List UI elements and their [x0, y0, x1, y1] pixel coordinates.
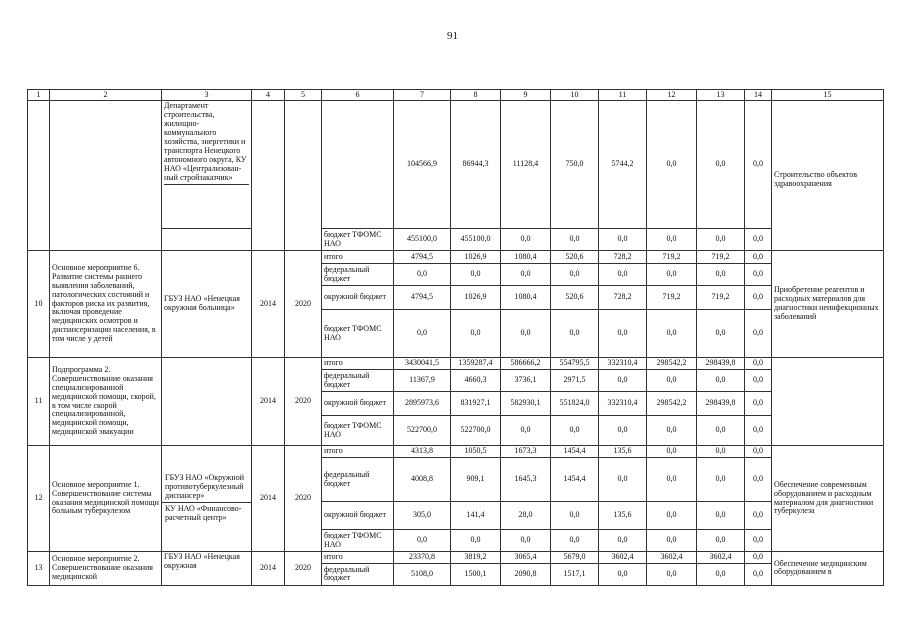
value-cell: 3430041,5	[394, 358, 451, 370]
value-cell: 0,0	[647, 530, 697, 552]
value-cell: 0,0	[599, 229, 647, 251]
value-cell: 135,6	[599, 502, 647, 530]
end-year: 2020	[285, 251, 322, 358]
value-cell: 1500,1	[451, 563, 501, 585]
responsible-executor: Департамент строительства, жилищно-коммунального хозяйства, энергетики и транспорта Ненецкого автономного округа, КУ НАО «Централизован-ный стройзаказчик»	[162, 101, 252, 229]
value-cell: 0,0	[745, 416, 772, 446]
col-header: 2	[50, 90, 162, 101]
funding-source: окружной бюджет	[322, 502, 394, 530]
value-cell: 0,0	[647, 563, 697, 585]
value-cell: 1050,5	[451, 446, 501, 458]
page-number: 91	[447, 30, 458, 42]
funding-source	[322, 101, 394, 229]
value-cell: 0,0	[501, 264, 551, 286]
value-cell: 0,0	[551, 530, 599, 552]
value-cell: 0,0	[599, 458, 647, 502]
value-cell: 750,0	[551, 101, 599, 229]
value-cell: 1026,9	[451, 251, 501, 264]
value-cell: 0,0	[745, 552, 772, 564]
responsible-executor: ГБУЗ НАО «Окружной противотуберкулезный диспансер»	[162, 472, 251, 504]
start-year: 2014	[252, 446, 285, 552]
expected-result	[772, 358, 884, 446]
value-cell: 2971,5	[551, 370, 599, 392]
value-cell: 0,0	[451, 530, 501, 552]
col-header: 14	[745, 90, 772, 101]
col-header: 9	[501, 90, 551, 101]
value-cell: 2090,8	[501, 563, 551, 585]
measure-description: Основное мероприятие 1. Совершенствование системы оказания медицинской помощи больным туберкулезом	[50, 446, 162, 552]
responsible-executor: КУ НАО «Финансово-расчетный центр»	[165, 504, 242, 523]
value-cell: 3819,2	[451, 552, 501, 564]
value-cell: 831927,1	[451, 392, 501, 416]
value-cell: 0,0	[745, 446, 772, 458]
col-header: 15	[772, 90, 884, 101]
responsible-executor: ГБУЗ НАО «Ненецкая окружная больница»	[162, 251, 252, 358]
value-cell: 455100,0	[451, 229, 501, 251]
value-cell: 0,0	[697, 416, 745, 446]
col-header: 6	[322, 90, 394, 101]
funding-source: итого	[322, 552, 394, 564]
end-year: 2020	[285, 358, 322, 446]
value-cell: 141,4	[451, 502, 501, 530]
value-cell: 0,0	[551, 416, 599, 446]
value-cell: 554795,5	[551, 358, 599, 370]
funding-source: итого	[322, 446, 394, 458]
value-cell: 298542,2	[647, 358, 697, 370]
value-cell: 0,0	[697, 502, 745, 530]
row-number: 13	[28, 552, 50, 586]
value-cell: 0,0	[394, 530, 451, 552]
value-cell: 0,0	[647, 458, 697, 502]
value-cell: 0,0	[647, 370, 697, 392]
value-cell: 0,0	[745, 392, 772, 416]
value-cell: 909,1	[451, 458, 501, 502]
value-cell: 1517,1	[551, 563, 599, 585]
value-cell: 11367,9	[394, 370, 451, 392]
value-cell: 0,0	[451, 310, 501, 358]
value-cell: 0,0	[599, 416, 647, 446]
value-cell: 332310,4	[599, 392, 647, 416]
value-cell: 332310,4	[599, 358, 647, 370]
responsible-executor	[162, 358, 252, 446]
value-cell: 0,0	[745, 229, 772, 251]
value-cell: 522700,0	[451, 416, 501, 446]
value-cell: 0,0	[599, 370, 647, 392]
value-cell: 1454,4	[551, 446, 599, 458]
col-header: 4	[252, 90, 285, 101]
end-year: 2020	[285, 446, 322, 552]
value-cell: 0,0	[745, 563, 772, 585]
funding-source: федеральный бюджет	[322, 370, 394, 392]
value-cell: 0,0	[697, 530, 745, 552]
value-cell: 1454,4	[551, 458, 599, 502]
value-cell: 3602,4	[647, 552, 697, 564]
value-cell: 719,2	[697, 286, 745, 310]
value-cell: 1645,3	[501, 458, 551, 502]
value-cell: 0,0	[745, 286, 772, 310]
value-cell: 0,0	[745, 502, 772, 530]
expected-result: Приобретение реагентов и расходных материалов для диагностики неинфекционных заболеваний	[772, 251, 884, 358]
col-header: 13	[697, 90, 745, 101]
value-cell: 0,0	[647, 310, 697, 358]
value-cell: 0,0	[745, 264, 772, 286]
start-year	[252, 101, 285, 251]
value-cell: 586666,2	[501, 358, 551, 370]
row-number: 12	[28, 446, 50, 552]
value-cell: 455100,0	[394, 229, 451, 251]
funding-source: бюджет ТФОМС НАО	[322, 530, 394, 552]
value-cell: 0,0	[745, 101, 772, 229]
value-cell: 0,0	[697, 101, 745, 229]
col-header: 10	[551, 90, 599, 101]
row-number: 11	[28, 358, 50, 446]
value-cell: 104566,9	[394, 101, 451, 229]
value-cell: 0,0	[697, 310, 745, 358]
value-cell: 11128,4	[501, 101, 551, 229]
measure-description	[50, 101, 162, 251]
value-cell: 1080,4	[501, 251, 551, 264]
value-cell: 0,0	[697, 458, 745, 502]
value-cell: 0,0	[647, 502, 697, 530]
value-cell: 305,0	[394, 502, 451, 530]
value-cell: 3602,4	[599, 552, 647, 564]
row-number	[28, 101, 50, 251]
value-cell: 0,0	[745, 251, 772, 264]
col-header: 3	[162, 90, 252, 101]
value-cell: 719,2	[647, 251, 697, 264]
expected-result: Обеспечение медицинским оборудованием в	[772, 552, 884, 586]
value-cell: 3602,4	[697, 552, 745, 564]
value-cell: 0,0	[647, 264, 697, 286]
value-cell: 0,0	[697, 229, 745, 251]
funding-source: федеральный бюджет	[322, 458, 394, 502]
value-cell: 4008,8	[394, 458, 451, 502]
value-cell: 1673,3	[501, 446, 551, 458]
value-cell: 0,0	[394, 264, 451, 286]
value-cell: 0,0	[647, 416, 697, 446]
value-cell: 551824,0	[551, 392, 599, 416]
value-cell: 1026,9	[451, 286, 501, 310]
table-row	[28, 251, 884, 264]
responsible-executors	[162, 446, 252, 552]
value-cell: 4313,8	[394, 446, 451, 458]
value-cell: 719,2	[697, 251, 745, 264]
row-number: 10	[28, 251, 50, 358]
col-header: 7	[394, 90, 451, 101]
funding-source: итого	[322, 358, 394, 370]
value-cell: 86944,3	[451, 101, 501, 229]
end-year	[285, 101, 322, 251]
start-year: 2014	[252, 552, 285, 586]
responsible-executor: ГБУЗ НАО «Ненецкая окружная	[162, 552, 252, 586]
measure-description: Подпрограмма 2. Совершенствование оказания специализированной медицинской помощи, скорой, в том числе скорой специализированной, медицинской помощи, медицинской эвакуации	[50, 358, 162, 446]
value-cell: 0,0	[697, 563, 745, 585]
value-cell: 0,0	[501, 229, 551, 251]
table-row	[28, 358, 884, 370]
measure-description: Основное мероприятие 6. Развитие системы раннего выявления заболеваний, патологических состояний и факторов риска их развития, включая проведение медицинских осмотров и диспансеризации населения, в том числе у детей	[50, 251, 162, 358]
value-cell: 3065,4	[501, 552, 551, 564]
funding-source: окружной бюджет	[322, 392, 394, 416]
value-cell: 0,0	[647, 229, 697, 251]
table-row	[28, 446, 884, 458]
value-cell: 0,0	[551, 264, 599, 286]
responsible-executor-empty	[162, 229, 252, 251]
start-year: 2014	[252, 358, 285, 446]
expected-result: Обеспечение современным оборудованием и расходным материалом для диагностики туберкулеза	[772, 446, 884, 552]
value-cell: 582930,1	[501, 392, 551, 416]
funding-source: итого	[322, 251, 394, 264]
value-cell: 28,0	[501, 502, 551, 530]
value-cell: 0,0	[745, 310, 772, 358]
value-cell: 0,0	[451, 264, 501, 286]
value-cell: 0,0	[501, 416, 551, 446]
value-cell: 0,0	[647, 446, 697, 458]
value-cell: 5744,2	[599, 101, 647, 229]
value-cell: 5108,0	[394, 563, 451, 585]
table-row	[28, 101, 884, 229]
value-cell: 520,6	[551, 251, 599, 264]
value-cell: 522700,0	[394, 416, 451, 446]
col-header: 1	[28, 90, 50, 101]
value-cell: 0,0	[697, 264, 745, 286]
col-header: 12	[647, 90, 697, 101]
value-cell: 298439,8	[697, 358, 745, 370]
value-cell: 0,0	[394, 310, 451, 358]
value-cell: 0,0	[501, 310, 551, 358]
value-cell: 1359287,4	[451, 358, 501, 370]
column-number-row	[28, 90, 884, 101]
value-cell: 728,2	[599, 286, 647, 310]
funding-source: бюджет ТФОМС НАО	[322, 229, 394, 251]
value-cell: 520,6	[551, 286, 599, 310]
value-cell: 4794,5	[394, 286, 451, 310]
value-cell: 719,2	[647, 286, 697, 310]
value-cell: 0,0	[551, 310, 599, 358]
value-cell: 0,0	[745, 530, 772, 552]
table-row	[28, 552, 884, 564]
funding-source: окружной бюджет	[322, 286, 394, 310]
value-cell: 3736,1	[501, 370, 551, 392]
value-cell: 2895973,6	[394, 392, 451, 416]
value-cell: 298439,8	[697, 392, 745, 416]
value-cell: 4660,3	[451, 370, 501, 392]
value-cell: 0,0	[599, 563, 647, 585]
end-year: 2020	[285, 552, 322, 586]
value-cell: 5679,0	[551, 552, 599, 564]
funding-source: бюджет ТФОМС НАО	[322, 310, 394, 358]
col-header: 8	[451, 90, 501, 101]
value-cell: 728,2	[599, 251, 647, 264]
value-cell: 23370,8	[394, 552, 451, 564]
measure-description: Основное мероприятие 2. Совершенствование оказания медицинской	[50, 552, 162, 586]
funding-source: бюджет ТФОМС НАО	[322, 416, 394, 446]
value-cell: 0,0	[599, 530, 647, 552]
value-cell: 135,6	[599, 446, 647, 458]
value-cell: 0,0	[551, 229, 599, 251]
value-cell: 0,0	[599, 264, 647, 286]
value-cell: 4794,5	[394, 251, 451, 264]
funding-source: федеральный бюджет	[322, 563, 394, 585]
value-cell: 0,0	[745, 458, 772, 502]
expected-result: Строительство объектов здравоохранения	[772, 101, 884, 251]
value-cell: 0,0	[501, 530, 551, 552]
value-cell: 1080,4	[501, 286, 551, 310]
value-cell: 0,0	[745, 358, 772, 370]
value-cell: 0,0	[647, 101, 697, 229]
budget-table	[27, 89, 884, 586]
value-cell: 0,0	[745, 370, 772, 392]
value-cell: 0,0	[697, 370, 745, 392]
col-header: 5	[285, 90, 322, 101]
value-cell: 0,0	[697, 446, 745, 458]
value-cell: 0,0	[551, 502, 599, 530]
col-header: 11	[599, 90, 647, 101]
start-year: 2014	[252, 251, 285, 358]
value-cell: 0,0	[599, 310, 647, 358]
funding-source: федеральный бюджет	[322, 264, 394, 286]
value-cell: 298542,2	[647, 392, 697, 416]
